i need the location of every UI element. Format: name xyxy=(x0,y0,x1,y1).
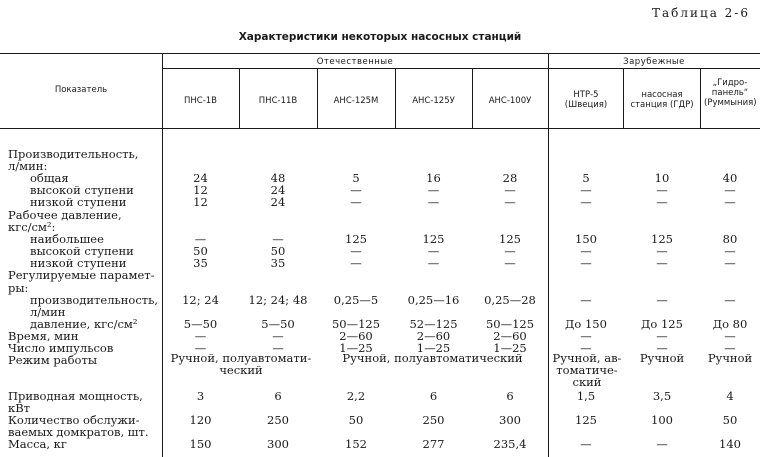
row-label: Масса, кг xyxy=(8,437,67,451)
table-cell: — xyxy=(194,232,207,246)
table-cell: — xyxy=(656,437,668,451)
table-cell: 5—50 xyxy=(261,317,295,331)
table-cell: — xyxy=(272,329,284,343)
table-cell: 35 xyxy=(193,256,208,270)
table-cell: — xyxy=(656,244,668,258)
table-cell: 125 xyxy=(422,232,445,246)
table-cell: 277 xyxy=(422,437,445,451)
top-rule xyxy=(0,53,760,54)
table-cell: 50 xyxy=(270,244,286,258)
table-cell: 150 xyxy=(575,232,597,246)
table-cell: 235,4 xyxy=(493,437,527,451)
table-cell: 50 xyxy=(193,244,208,258)
header-col-ans100u: АНС-100У xyxy=(488,96,532,106)
row-label: ваемых домкратов, шт. xyxy=(8,425,149,439)
table-cell: — xyxy=(580,256,592,270)
table-cell: 50 xyxy=(348,413,364,427)
table-cell: — xyxy=(724,341,736,355)
table-cell: — xyxy=(724,256,736,270)
table-cell: 125 xyxy=(575,413,597,427)
table-cell: — xyxy=(580,195,592,209)
table-cell: 100 xyxy=(651,413,673,427)
table-cell: 250 xyxy=(422,413,445,427)
mode-foreign-1: Ручной, ав- xyxy=(552,351,622,365)
table-number: Таблица 2-6 xyxy=(651,6,750,20)
table-cell: 125 xyxy=(651,232,673,246)
table-cell: 24 xyxy=(270,183,286,197)
table-cell: 1,5 xyxy=(576,389,596,403)
row-label: ры: xyxy=(8,281,29,295)
table-cell: — xyxy=(504,195,516,209)
table-cell: 140 xyxy=(719,437,741,451)
table-cell: — xyxy=(656,195,668,209)
table-cell: 0,25—28 xyxy=(484,293,536,307)
table-cell: — xyxy=(504,256,516,270)
table-cell: 12 xyxy=(193,195,208,209)
table-cell: 12; 24 xyxy=(182,293,219,307)
mode-domestic-1b: ческий xyxy=(219,363,263,377)
row-label: Приводная мощность, xyxy=(8,389,143,403)
table-cell: — xyxy=(724,329,736,343)
table-cell: — xyxy=(194,329,207,343)
header-col-ans125m: АНС-125М xyxy=(333,96,379,106)
header-col-gdr: насосная станция (ГДР) xyxy=(630,90,694,110)
row-label: Рабочее давление, xyxy=(8,208,122,222)
table-cell: 4 xyxy=(726,389,734,403)
table-cell: 80 xyxy=(722,232,738,246)
table-cell: — xyxy=(272,341,284,355)
table-cell: 2,2 xyxy=(346,389,366,403)
table-cell: — xyxy=(724,293,736,307)
row-label: высокой ступени xyxy=(30,183,134,197)
table-cell: — xyxy=(350,183,362,197)
table-cell: — xyxy=(504,183,516,197)
table-cell: — xyxy=(656,183,668,197)
table-cell: 150 xyxy=(189,437,212,451)
header-indicator: Показатель xyxy=(54,85,108,95)
table-cell: 1—25 xyxy=(493,341,527,355)
mode-foreign-1b: томатиче- xyxy=(556,363,618,377)
table-cell: — xyxy=(724,244,736,258)
table-cell: 5—50 xyxy=(183,317,218,331)
table-cell: — xyxy=(350,244,362,258)
table-cell: 10 xyxy=(654,171,670,185)
mode-foreign-3: Ручной xyxy=(707,351,753,365)
group-rule-foreign xyxy=(548,68,760,69)
table-cell: 3,5 xyxy=(652,389,672,403)
table-cell: 300 xyxy=(499,413,521,427)
table-cell: — xyxy=(350,195,362,209)
row-label: Количество обслужи- xyxy=(8,413,140,427)
table-cell: — xyxy=(656,256,668,270)
header-col-gidropanel: „Гидро-панель“ (Руммыния) xyxy=(704,78,757,108)
table-cell: — xyxy=(580,244,592,258)
table-cell: — xyxy=(272,232,284,246)
row-label: Регулируемые парамет- xyxy=(8,268,155,282)
header-col-ntr5: НТР-5 (Швеция) xyxy=(564,90,608,110)
table-cell: — xyxy=(656,293,668,307)
table-cell: До 80 xyxy=(712,317,748,331)
table-cell: 52—125 xyxy=(409,317,458,331)
table-cell: 3 xyxy=(196,389,205,403)
header-col-pns1v: ПНС-1В xyxy=(183,96,218,106)
table-cell: — xyxy=(504,244,516,258)
table-cell: 50—125 xyxy=(485,317,535,331)
table-cell: 2—60 xyxy=(493,329,527,343)
row-label: давление, кгс/см² xyxy=(30,317,138,331)
header-col-pns11v: ПНС-11В xyxy=(258,96,298,106)
table-cell: 6 xyxy=(506,389,514,403)
row-label: Время, мин xyxy=(8,329,79,343)
table-cell: 6 xyxy=(274,389,282,403)
table-cell: 152 xyxy=(345,437,367,451)
row-label: высокой ступени xyxy=(30,244,134,258)
table-cell: 2—60 xyxy=(416,329,451,343)
table-cell: 28 xyxy=(502,171,518,185)
row-label: Режим работы xyxy=(8,353,97,367)
table-cell: 250 xyxy=(267,413,289,427)
table-cell: 125 xyxy=(499,232,521,246)
header-bottom-rule xyxy=(0,128,760,129)
col-divider xyxy=(623,68,624,128)
mode-foreign-1c: ский xyxy=(572,375,602,389)
table-cell: — xyxy=(427,256,440,270)
mode-foreign-2: Ручной xyxy=(639,351,685,365)
table-cell: 24 xyxy=(193,171,208,185)
table-cell: До 125 xyxy=(641,317,683,331)
table-cell: 125 xyxy=(345,232,367,246)
mode-domestic-1: Ручной, полуавтомати- xyxy=(170,351,312,365)
table-cell: 300 xyxy=(267,437,289,451)
table-cell: 35 xyxy=(270,256,286,270)
row-label: общая xyxy=(30,171,69,185)
table-cell: — xyxy=(656,341,668,355)
row-label: производительность, xyxy=(30,293,159,307)
row-label: наибольшее xyxy=(30,232,104,246)
header-group-foreign: Зарубежные xyxy=(623,57,685,67)
table-cell: 24 xyxy=(270,195,286,209)
table-cell: 5 xyxy=(352,171,360,185)
table-cell: 48 xyxy=(270,171,286,185)
table-cell: — xyxy=(580,293,592,307)
row-label: низкой ступени xyxy=(30,195,127,209)
row-label: Число импульсов xyxy=(8,341,114,355)
table-cell: 1—25 xyxy=(416,341,451,355)
table-cell: — xyxy=(724,195,736,209)
row-label: л/мин xyxy=(30,305,66,319)
table-cell: — xyxy=(427,183,440,197)
table-cell: — xyxy=(580,329,592,343)
row-label: л/мин: xyxy=(8,159,48,173)
table-cell: 0,25—16 xyxy=(407,293,460,307)
group-rule-domestic xyxy=(162,68,548,69)
row-label: кгс/см²: xyxy=(8,220,56,234)
table-cell: 2—60 xyxy=(339,329,373,343)
row-label: кВт xyxy=(8,401,31,415)
table-cell: — xyxy=(427,195,440,209)
col-divider xyxy=(700,68,701,128)
table-cell: — xyxy=(580,437,592,451)
header-col-ans125u: АНС-125У xyxy=(412,96,455,106)
table-cell: — xyxy=(580,341,592,355)
row-label: Производительность, xyxy=(8,147,139,161)
table-cell: 1—25 xyxy=(339,341,373,355)
row-label: низкой ступени xyxy=(30,256,127,270)
table-cell: 12; 24; 48 xyxy=(248,293,308,307)
table-cell: 6 xyxy=(429,389,438,403)
header-group-domestic: Отечественные xyxy=(316,57,394,67)
table-cell: 40 xyxy=(722,171,738,185)
table-cell: — xyxy=(350,256,362,270)
table-cell: — xyxy=(427,244,440,258)
table-cell: 12 xyxy=(193,183,208,197)
table-cell: — xyxy=(194,341,207,355)
table-cell: 50—125 xyxy=(331,317,381,331)
table-cell: 0,25—5 xyxy=(333,293,379,307)
table-cell: — xyxy=(656,329,668,343)
table-cell: До 150 xyxy=(565,317,607,331)
table-cell: 5 xyxy=(582,171,590,185)
table-cell: — xyxy=(724,183,736,197)
table-cell: 120 xyxy=(189,413,212,427)
table-cell: 50 xyxy=(722,413,738,427)
table-cell: 16 xyxy=(426,171,441,185)
mode-domestic-2: Ручной, полуавтоматический xyxy=(342,351,523,365)
table-cell: — xyxy=(580,183,592,197)
table-title: Характеристики некоторых насосных станций xyxy=(238,31,522,43)
